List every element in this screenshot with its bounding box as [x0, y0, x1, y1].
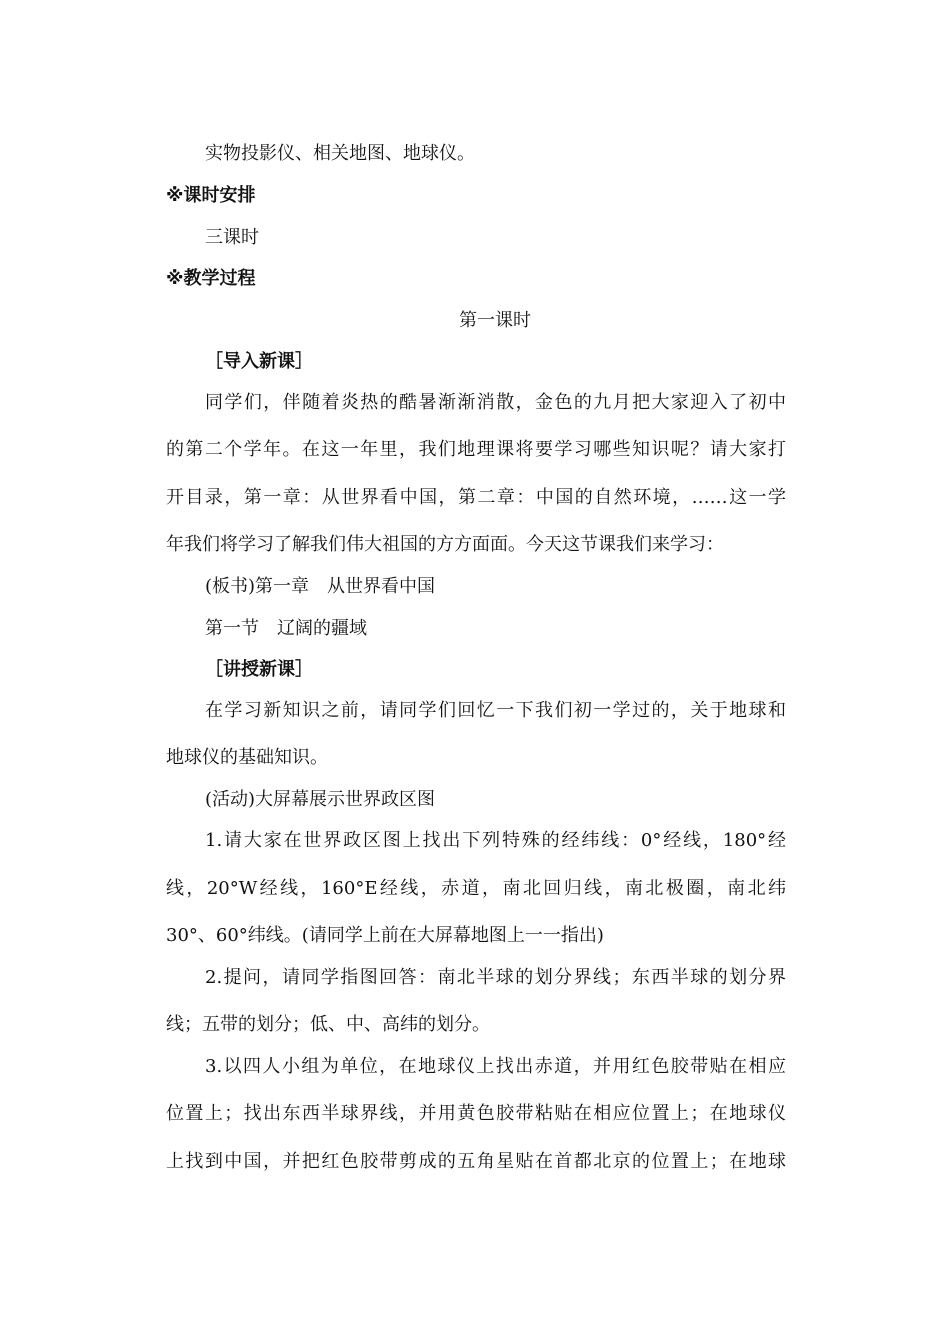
item2-line: 2.提问，请同学指图回答：南北半球的划分界线；东西半球的划分界	[205, 967, 786, 988]
item1-line: 1.请大家在世界政区图上找出下列特殊的经纬线：0°经线，180°经	[205, 830, 786, 851]
item2-line: 线；五带的划分；低、中、高纬的划分。	[166, 1014, 490, 1035]
item1-line: 30°、60°纬线。(请同学上前在大屏幕地图上一一指出)	[166, 925, 604, 946]
teach-paragraph-line: 在学习新知识之前，请同学们回忆一下我们初一学过的，关于地球和	[205, 700, 786, 721]
intro-heading: ［导入新课］	[205, 351, 313, 372]
lesson-title: 第一课时	[459, 310, 531, 331]
board-line-chapter: (板书)第一章 从世界看中国	[205, 576, 436, 597]
board-line-section: 第一节 辽阔的疆域	[205, 618, 367, 639]
intro-paragraph-line: 年我们将学习了解我们伟大祖国的方方面面。今天这节课我们来学习：	[166, 534, 724, 555]
intro-paragraph-line: 的第二个学年。在这一年里，我们地理课将要学习哪些知识呢？请大家打	[166, 439, 786, 460]
equipment-line: 实物投影仪、相关地图、地球仪。	[205, 143, 475, 164]
item3-line: 上找到中国，并把红色胶带剪成的五角星贴在首都北京的位置上；在地球	[166, 1151, 786, 1172]
schedule-value: 三课时	[205, 227, 259, 248]
teach-heading: ［讲授新课］	[205, 659, 313, 680]
item3-line: 位置上；找出东西半球界线，并用黄色胶带粘贴在相应位置上；在地球仪	[166, 1103, 786, 1124]
schedule-heading: ※课时安排	[166, 185, 256, 206]
teach-paragraph-line: 地球仪的基础知识。	[166, 747, 328, 768]
item1-line: 线，20°W经线，160°E经线，赤道，南北回归线，南北极圈，南北纬	[166, 878, 786, 899]
intro-paragraph-line: 同学们，伴随着炎热的酷暑渐渐消散，金色的九月把大家迎入了初中	[205, 392, 786, 413]
process-heading: ※教学过程	[166, 268, 256, 289]
item3-line: 3.以四人小组为单位，在地球仪上找出赤道，并用红色胶带贴在相应	[205, 1056, 786, 1077]
intro-paragraph-line: 开目录，第一章：从世界看中国，第二章：中国的自然环境，……这一学	[166, 487, 786, 508]
activity-line: (活动)大屏幕展示世界政区图	[205, 789, 436, 810]
